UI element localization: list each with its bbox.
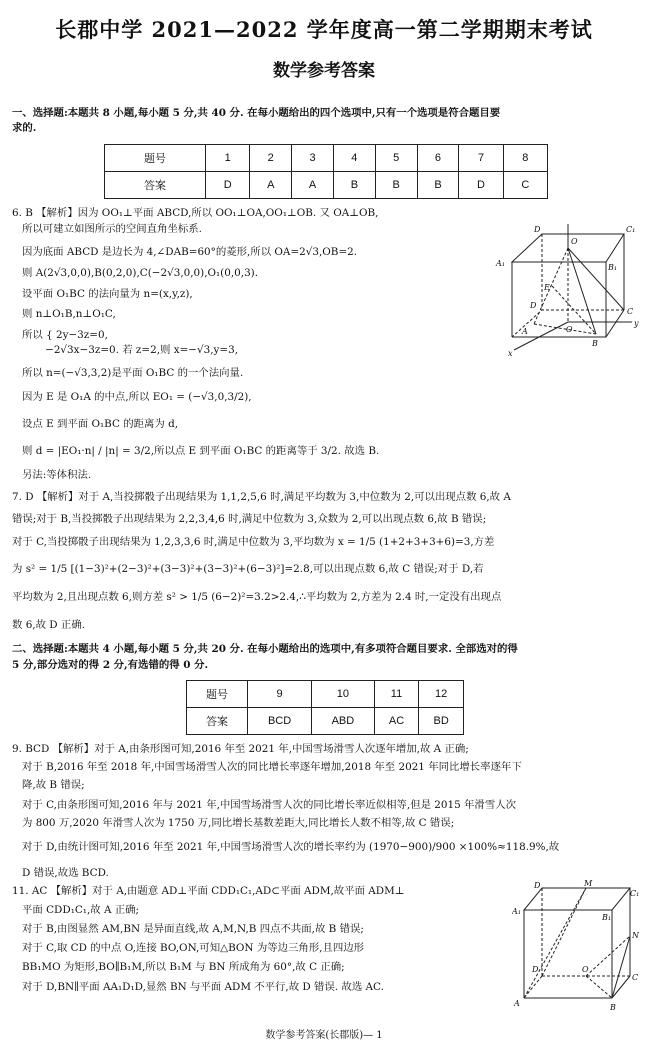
figure-label: C₁ — [630, 889, 640, 898]
table-cell: 11 — [374, 681, 419, 708]
q11-line: 对于 C,取 CD 的中点 O,连接 BO,ON,可知△BON 为等边三角形,且四边形 — [22, 942, 365, 954]
q6-line: 所以 { 2y−3z=0, — [22, 329, 108, 341]
q9-line: 对于 B,2016 年至 2018 年,中国雪场滑雪人次的同比增长率逐年增加,2018 年至 2021 年同比增长率逐年下 — [22, 761, 522, 773]
table-cell: BD — [419, 708, 464, 735]
q11-line: 对于 B,由图显然 AM,BN 是异面直线,故 A,M,N,B 四点不共面,故 B 错误; — [22, 923, 364, 935]
table-cell: 7 — [459, 145, 503, 172]
table-cell: 1 — [206, 145, 250, 172]
section1-heading-cont: 求的. — [12, 122, 37, 134]
figure-label: O — [582, 965, 589, 974]
table-cell: 4 — [333, 145, 375, 172]
figure-label: C — [632, 973, 639, 982]
q6-line: −2√3x−3z=0. 若 z=2,则 x=−√3,y=3, — [22, 344, 239, 356]
q7-line: 错误;对于 B,当投掷骰子出现结果为 2,2,3,4,6 时,满足中位数为 3,众数为 2,可以出现点数 6,故 B 错误; — [12, 513, 487, 525]
table-cell: 2 — [250, 145, 292, 172]
q7-line: 平均数为 2,且出现点数 6,则方差 s² > 1/5 (6−2)²=3.2>2.4,∴平均数为 2,方差为 2.4 时,一定没有出现点 — [12, 591, 502, 603]
table-cell: A — [292, 172, 334, 199]
q7-line: 对于 C,当投掷骰子出现结果为 1,2,3,3,6 时,满足中位数为 3,平均数为 x = 1/5 (1+2+3+3+6)=3,方差 — [12, 536, 495, 548]
table-cell: A — [250, 172, 292, 199]
q6-line: 则 n⊥O₁B,n⊥O₁C, — [22, 308, 116, 320]
table-cell: 题号 — [187, 681, 248, 708]
table-cell: B — [333, 172, 375, 199]
figure-label: O — [571, 237, 578, 246]
table-cell: 5 — [375, 145, 417, 172]
table-cell: 9 — [248, 681, 312, 708]
figure-label: A — [514, 999, 520, 1008]
q6-line: 另法:等体积法. — [22, 469, 92, 481]
q6-line: 设点 E 到平面 O₁BC 的距离为 d, — [22, 418, 179, 430]
q9-line: 为 800 万,2020 年滑雪人次为 1750 万,同比增长基数差距大,同比增长人数不相等,故 C 错误; — [22, 817, 455, 829]
figure-cube — [512, 880, 642, 1015]
q11-line: BB₁MO 为矩形,BO∥B₁M,所以 B₁M 与 BN 所成角为 60°,故 C 正确; — [22, 961, 345, 973]
figure-label: D — [532, 965, 539, 974]
figure-label: D — [530, 301, 537, 310]
table-cell: 题号 — [105, 145, 206, 172]
figure-label: C₁ — [626, 225, 636, 234]
figure-label: A — [522, 327, 528, 336]
q9-line: D 错误,故选 BCD. — [22, 867, 109, 879]
figure-label: D — [534, 225, 541, 234]
figure-label: B₁ — [608, 263, 618, 272]
section1-answer-table — [104, 144, 548, 199]
exam-subtitle: 数学参考答案 — [273, 61, 375, 81]
q9-line: 降,故 B 错误; — [22, 779, 85, 791]
page-footer: 数学参考答案(长郡版)— 1 — [265, 1030, 383, 1041]
q7-line: 为 s² = 1/5 [(1−3)²+(2−3)²+(3−3)²+(3−3)²+(6−3)²]=2.8,可以出现点数 6,故 C 错误;对于 D,若 — [12, 563, 484, 575]
exam-title: 长郡中学 2021—2022 学年度高一第二学期期末考试 — [55, 17, 593, 42]
figure-label: x — [508, 349, 513, 358]
figure-label: O — [566, 325, 573, 334]
table-row — [187, 681, 464, 708]
section2-answer-table — [186, 680, 464, 735]
figure-label: y — [634, 319, 639, 328]
q7-line: 数 6,故 D 正确. — [12, 619, 86, 631]
table-cell: 3 — [292, 145, 334, 172]
table-row — [187, 708, 464, 735]
q6-line: 则 A(2√3,0,0),B(0,2,0),C(−2√3,0,0),O₁(0,0,3). — [22, 267, 259, 279]
q6-line: 所以 n=(−√3,3,2)是平面 O₁BC 的一个法向量. — [22, 367, 244, 379]
table-cell: D — [459, 172, 503, 199]
q9-line: 9. BCD 【解析】对于 A,由条形图可知,2016 年至 2021 年,中国雪场滑雪人次逐年增加,故 A 正确; — [12, 743, 469, 755]
figure-label: E — [544, 283, 550, 292]
table-cell: B — [417, 172, 459, 199]
table-cell: D — [206, 172, 250, 199]
figure-label: B₁ — [602, 913, 612, 922]
q6-line: 所以可建立如图所示的空间直角坐标系. — [22, 223, 202, 235]
figure-label: A₁ — [496, 259, 505, 268]
q6-line: 设平面 O₁BC 的法向量为 n=(x,y,z), — [22, 288, 193, 300]
figure-label: D — [534, 881, 541, 890]
table-cell: B — [375, 172, 417, 199]
table-row — [105, 172, 548, 199]
q6-line: 6. B 【解析】因为 OO₁⊥平面 ABCD,所以 OO₁⊥OA,OO₁⊥OB. 又 OA⊥OB, — [12, 207, 379, 219]
section2-heading-cont: 5 分,部分选对的得 2 分,有选错的得 0 分. — [12, 659, 209, 671]
q11-line: 平面 CDD₁C₁,故 A 正确; — [22, 904, 140, 916]
section2-heading: 二、选择题:本题共 4 小题,每小题 5 分,共 20 分. 在每小题给出的选项中,有多项符合题目要求. 全部选对的得 — [12, 643, 518, 655]
table-cell: AC — [374, 708, 419, 735]
table-cell: BCD — [248, 708, 312, 735]
table-cell: 12 — [419, 681, 464, 708]
figure-label: A₁ — [512, 907, 521, 916]
q6-line: 则 d = |EO₁·n| / |n| = 3/2,所以点 E 到平面 O₁BC 的距离等于 3/2. 故选 B. — [22, 445, 380, 457]
figure-label: M — [584, 880, 593, 888]
figure-prism-coordinate — [494, 222, 644, 362]
q6-line: 因为 E 是 O₁A 的中点,所以 EO₁ = (−√3,0,3/2), — [22, 391, 252, 403]
figure-label: B — [592, 339, 598, 348]
figure-label: B — [610, 1003, 616, 1012]
q11-line: 对于 D,BN∥平面 AA₁D₁D,显然 BN 与平面 ADM 不平行,故 D 错误. 故选 AC. — [22, 981, 384, 993]
table-cell: 答案 — [105, 172, 206, 199]
table-cell: 10 — [312, 681, 375, 708]
table-cell: 答案 — [187, 708, 248, 735]
table-cell: 6 — [417, 145, 459, 172]
table-cell: C — [503, 172, 547, 199]
table-cell: ABD — [312, 708, 375, 735]
figure-label: N — [632, 931, 639, 940]
q9-line: 对于 C,由条形图可知,2016 年与 2021 年,中国雪场滑雪人次的同比增长率近似相等,但是 2015 年滑雪人次 — [22, 799, 516, 811]
table-row — [105, 145, 548, 172]
q6-line: 因为底面 ABCD 是边长为 4,∠DAB=60°的菱形,所以 OA=2√3,OB=2. — [22, 246, 358, 258]
section1-heading: 一、选择题:本题共 8 小题,每小题 5 分,共 40 分. 在每小题给出的四个选项中,只有一个选项是符合题目要 — [12, 107, 501, 119]
table-cell: 8 — [503, 145, 547, 172]
figure-label: C — [627, 307, 634, 316]
q11-line: 11. AC 【解析】对于 A,由题意 AD⊥平面 CDD₁C₁,AD⊂平面 ADM,故平面 ADM⊥ — [12, 885, 405, 897]
q7-line: 7. D 【解析】对于 A,当投掷骰子出现结果为 1,1,2,5,6 时,满足平均数为 3,中位数为 2,可以出现点数 6,故 A — [12, 491, 511, 503]
q9-line: 对于 D,由统计图可知,2016 年至 2021 年,中国雪场滑雪人次的增长率约为 (1970−900)/900 ×100%≈118.9%,故 — [22, 841, 560, 853]
